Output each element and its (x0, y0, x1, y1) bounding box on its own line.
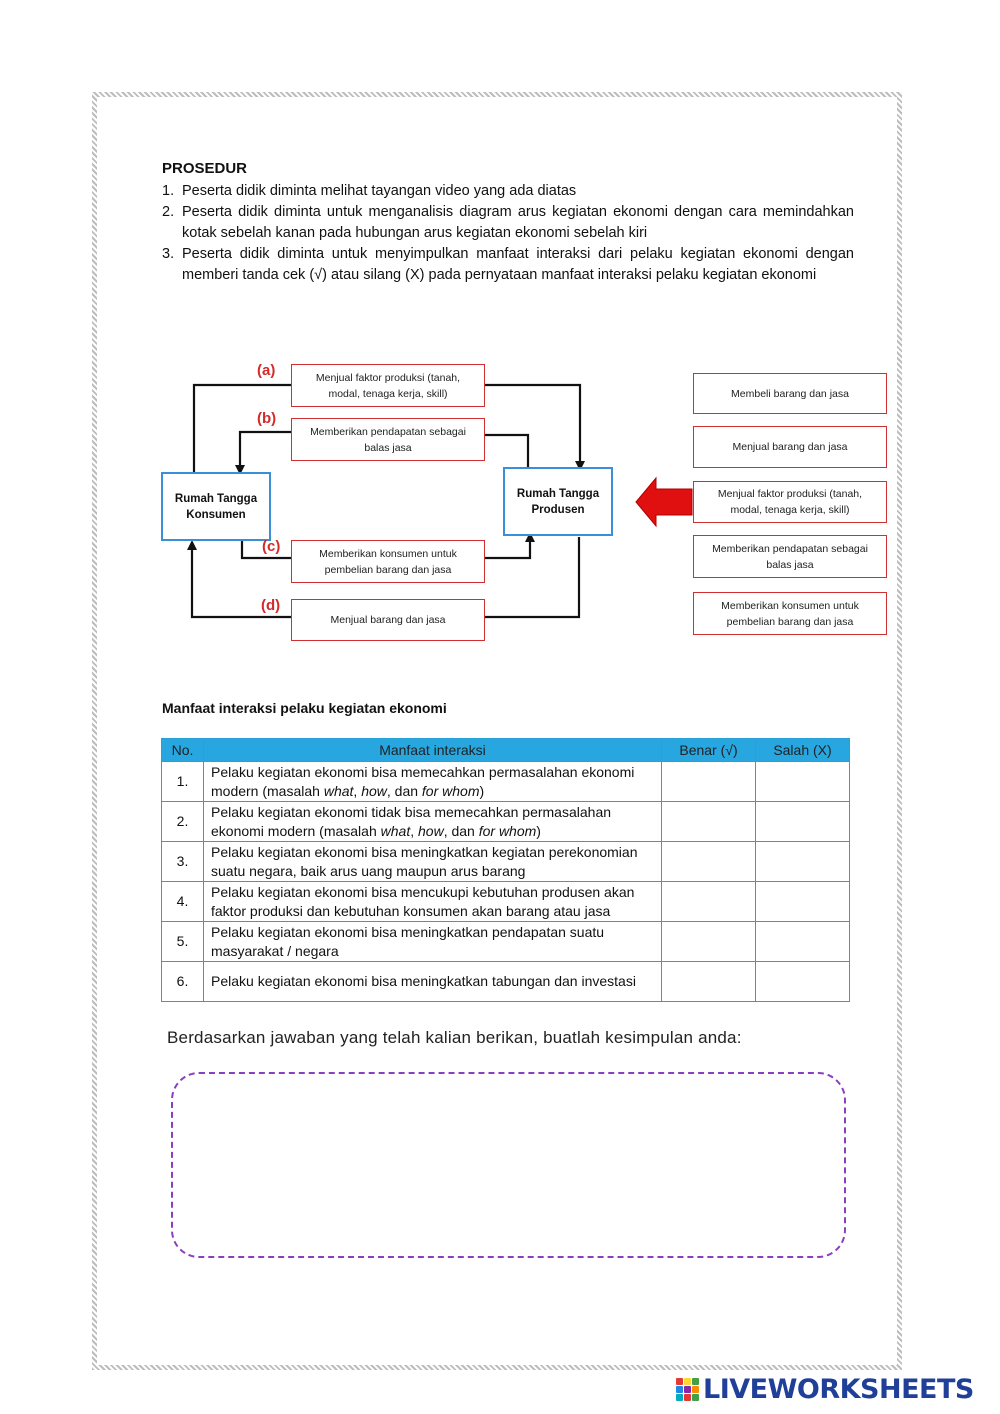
false-answer-cell[interactable] (756, 802, 850, 842)
table-row (162, 802, 850, 842)
flow-line-b-in (485, 435, 528, 467)
procedure-item-text: Peserta didik diminta melihat tayangan video yang ada diatas (182, 183, 577, 199)
col-true: Benar (√) (662, 739, 756, 762)
table-header-row (162, 739, 850, 762)
row-statement: Pelaku kegiatan ekonomi bisa meningkatkan pendapatan suatu masyarakat / negara (204, 922, 662, 962)
consumer-box: Rumah Tangga Konsumen (161, 472, 271, 541)
row-statement: Pelaku kegiatan ekonomi tidak bisa memecahkan permasalahan ekonomi modern (masalah what, how, dan for whom) (204, 802, 662, 842)
false-answer-cell[interactable] (756, 962, 850, 1002)
brand-grid-cell (684, 1386, 691, 1393)
benefits-table (161, 738, 850, 1002)
brand-grid-cell (676, 1386, 683, 1393)
conclusion-answer-box[interactable] (171, 1072, 846, 1258)
procedure-item-number: 1. (162, 183, 175, 199)
flow-line-a-out (485, 385, 580, 466)
drag-option[interactable]: Menjual barang dan jasa (693, 426, 887, 468)
row-number: 5. (162, 922, 204, 962)
brand-logo (676, 1373, 974, 1405)
drag-option[interactable]: Memberikan pendapatan sebagai balas jasa (693, 535, 887, 578)
row-number: 1. (162, 762, 204, 802)
false-answer-cell[interactable] (756, 762, 850, 802)
brand-grid-cell (692, 1386, 699, 1393)
brand-grid-icon (676, 1378, 699, 1401)
flow-label-b: (b) (257, 410, 277, 427)
brand-grid-cell (692, 1378, 699, 1385)
brand-grid-cell (684, 1378, 691, 1385)
false-answer-cell[interactable] (756, 922, 850, 962)
table-row (162, 922, 850, 962)
col-benefit: Manfaat interaksi (204, 739, 662, 762)
true-answer-cell[interactable] (662, 842, 756, 882)
col-false: Salah (X) (756, 739, 850, 762)
flow-line-b (240, 432, 291, 470)
drag-option[interactable]: Memberikan konsumen untuk pembelian barang dan jasa (693, 592, 887, 635)
big-left-arrow (636, 478, 692, 526)
col-no: No. (162, 739, 204, 762)
table-row (162, 882, 850, 922)
true-answer-cell[interactable] (662, 962, 756, 1002)
row-number: 4. (162, 882, 204, 922)
brand-grid-cell (692, 1394, 699, 1401)
flow-label-c: (c) (262, 538, 281, 555)
flow-line-c-out (485, 537, 530, 558)
row-number: 6. (162, 962, 204, 1002)
row-statement: Pelaku kegiatan ekonomi bisa meningkatkan tabungan dan investasi (204, 962, 662, 1002)
row-number: 2. (162, 802, 204, 842)
brand-grid-cell (676, 1394, 683, 1401)
flow-label-a: (a) (257, 362, 276, 379)
table-row (162, 762, 850, 802)
row-number: 3. (162, 842, 204, 882)
false-answer-cell[interactable] (756, 842, 850, 882)
drop-slot-b[interactable]: Memberikan pendapatan sebagai balas jasa (291, 418, 485, 461)
drop-slot-d[interactable]: Menjual barang dan jasa (291, 599, 485, 641)
drop-slot-a[interactable]: Menjual faktor produksi (tanah, modal, tenaga kerja, skill) (291, 364, 485, 407)
brand-text: LIVEWORKSHEETS (703, 1373, 974, 1405)
flow-line-a (194, 385, 291, 472)
brand-grid-cell (684, 1394, 691, 1401)
table-row (162, 842, 850, 882)
benefits-title: Manfaat interaksi pelaku kegiatan ekonomi (162, 700, 447, 716)
table-row (162, 962, 850, 1002)
row-statement: Pelaku kegiatan ekonomi bisa meningkatkan kegiatan perekonomian suatu negara, baik arus uang maupun arus barang (204, 842, 662, 882)
procedure-item-text: Peserta didik diminta untuk menyimpulkan manfaat interaksi dari pelaku kegiatan ekonomi dengan memberi tanda cek (√) atau silang (X) pada pernyataan manfaat interaksi pelaku kegiatan ekonomi (182, 246, 854, 283)
flow-line-d-in (485, 537, 579, 617)
true-answer-cell[interactable] (662, 762, 756, 802)
producer-box: Rumah Tangga Produsen (503, 467, 613, 536)
conclusion-prompt: Berdasarkan jawaban yang telah kalian berikan, buatlah kesimpulan anda: (167, 1028, 742, 1047)
flow-label-d: (d) (261, 597, 281, 614)
row-statement: Pelaku kegiatan ekonomi bisa memecahkan permasalahan ekonomi modern (masalah what, how, dan for whom) (204, 762, 662, 802)
row-statement: Pelaku kegiatan ekonomi bisa mencukupi kebutuhan produsen akan faktor produksi dan kebutuhan konsumen akan barang atau jasa (204, 882, 662, 922)
procedure-title: PROSEDUR (162, 160, 248, 177)
procedure-item-text: Peserta didik diminta untuk menganalisis diagram arus kegiatan ekonomi dengan cara memindahkan kotak sebelah kanan pada hubungan arus kegiatan ekonomi sebelah kiri (182, 204, 854, 241)
drag-option[interactable]: Menjual faktor produksi (tanah, modal, tenaga kerja, skill) (693, 481, 887, 523)
false-answer-cell[interactable] (756, 882, 850, 922)
drag-option[interactable]: Membeli barang dan jasa (693, 373, 887, 414)
procedure-item-number: 3. (162, 246, 175, 262)
procedure-item-number: 2. (162, 204, 175, 220)
brand-grid-cell (676, 1378, 683, 1385)
true-answer-cell[interactable] (662, 802, 756, 842)
drop-slot-c[interactable]: Memberikan konsumen untuk pembelian barang dan jasa (291, 540, 485, 583)
true-answer-cell[interactable] (662, 882, 756, 922)
true-answer-cell[interactable] (662, 922, 756, 962)
